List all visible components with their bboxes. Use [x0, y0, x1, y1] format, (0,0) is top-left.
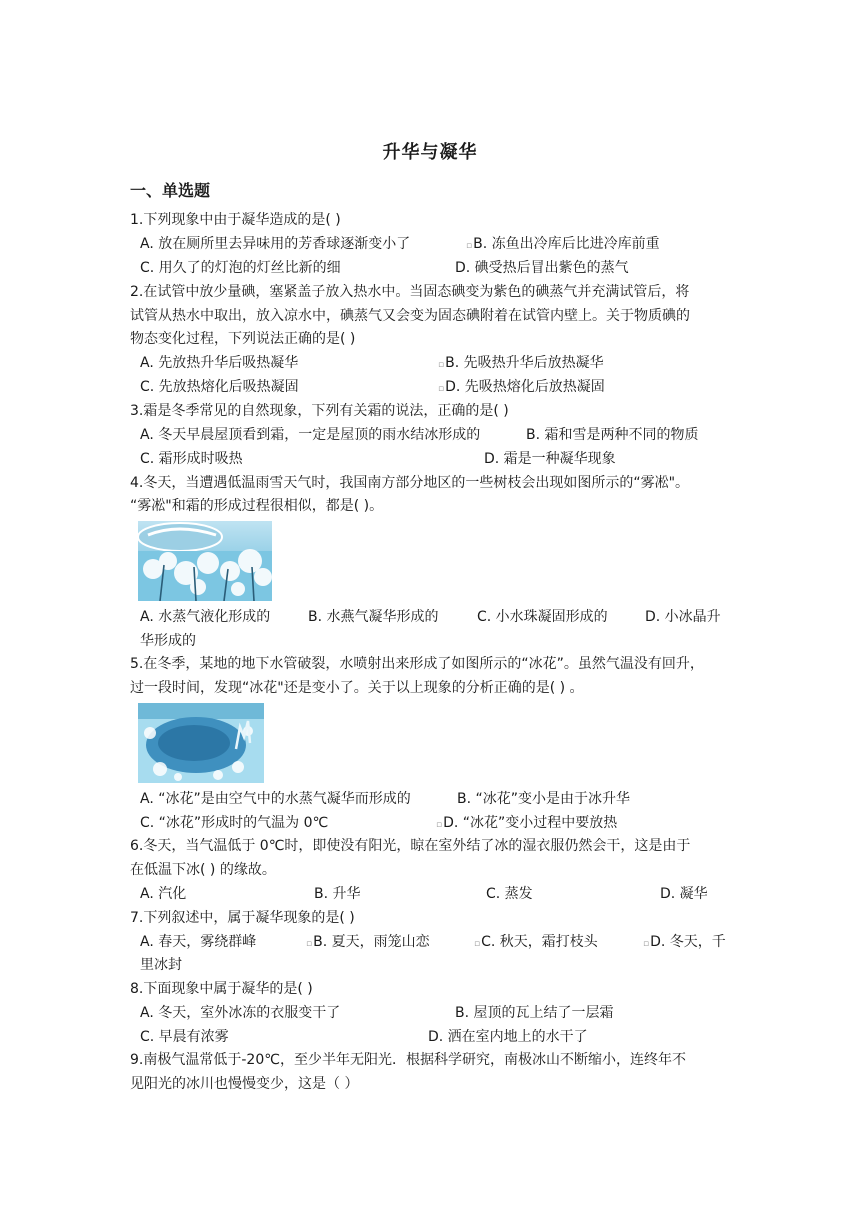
- tab-mark-icon: ▫: [466, 241, 473, 251]
- q6-option-d[interactable]: D. 凝华: [660, 886, 708, 902]
- q5-option-c[interactable]: C. “冰花”形成时的气温为 0℃: [140, 815, 329, 831]
- tab-mark-icon: ▫: [306, 939, 313, 949]
- q4-option-d-continued: 华形成的: [140, 633, 196, 649]
- rime-photo: [138, 521, 272, 601]
- q7-option-a[interactable]: A. 春天，雾绕群峰: [140, 934, 257, 950]
- section-title: 一、单选题: [130, 181, 211, 200]
- q2-option-b[interactable]: [438, 353, 604, 375]
- question-6-stem-line-2: 在低温下冰( ) 的缘故。: [130, 862, 276, 878]
- q7-option-b-text: B. 夏天，雨笼山恋: [313, 934, 430, 950]
- q5-option-d[interactable]: [436, 813, 617, 835]
- question-5-stem-line-2: 过一段时间，发现“冰花"还是变小了。关于以上现象的分析正确的是( ) 。: [130, 680, 584, 696]
- ice-flower-photo: [138, 703, 264, 783]
- q4-option-d[interactable]: D. 小冰晶升: [645, 609, 721, 625]
- q2-option-d[interactable]: [438, 377, 605, 399]
- q6-option-c[interactable]: C. 蒸发: [486, 886, 533, 902]
- q2-option-a[interactable]: A. 先放热升华后吸热凝华: [140, 355, 299, 371]
- q5-option-b[interactable]: B. “冰花”变小是由于冰升华: [457, 791, 631, 807]
- question-1-stem: 1.下列现象中由于凝华造成的是( ): [130, 212, 341, 228]
- question-9-stem-line-1: 9.南极气温常低于-20℃，至少半年无阳光．根据科学研究，南极冰山不断缩小，连终年不: [130, 1052, 686, 1068]
- q1-option-c[interactable]: C. 用久了的灯泡的灯丝比新的细: [140, 260, 341, 276]
- q5-option-a[interactable]: A. “冰花”是由空气中的水蒸气凝华而形成的: [140, 791, 411, 807]
- tab-mark-icon: ▫: [438, 360, 445, 370]
- question-9-stem-line-2: 见阳光的冰川也慢慢变少，这是（ ）: [130, 1076, 359, 1092]
- q8-option-a[interactable]: A. 冬天，室外冰冻的衣服变干了: [140, 1005, 341, 1021]
- question-4-stem-line-2: “雾凇"和霜的形成过程很相似，都是( )。: [130, 498, 384, 514]
- tab-mark-icon: ▫: [474, 939, 481, 949]
- q1-option-d[interactable]: D. 碘受热后冒出紫色的蒸气: [455, 260, 629, 276]
- q7-option-b[interactable]: [306, 932, 430, 954]
- q3-option-d[interactable]: D. 霜是一种凝华现象: [484, 451, 616, 467]
- question-8-stem: 8.下面现象中属于凝华的是( ): [130, 981, 313, 997]
- q8-option-b[interactable]: B. 屋顶的瓦上结了一层霜: [455, 1005, 614, 1021]
- question-3-stem: 3.霜是冬季常见的自然现象，下列有关霜的说法，正确的是( ): [130, 403, 509, 419]
- tab-mark-icon: ▫: [436, 820, 443, 830]
- question-4-stem-line-1: 4.冬天，当遭遇低温雨雪天气时，我国南方部分地区的一些树枝会出现如图所示的“雾凇"。: [130, 475, 690, 491]
- q1-option-b-text: B. 冻鱼出冷库后比进冷库前重: [473, 236, 660, 252]
- q3-option-c[interactable]: C. 霜形成时吸热: [140, 451, 243, 467]
- q7-option-c-text: C. 秋天，霜打枝头: [481, 934, 598, 950]
- question-2-stem-line-2: 试管从热水中取出，放入凉水中，碘蒸气又会变为固态碘附着在试管内壁上。关于物质碘的: [130, 308, 690, 324]
- q5-option-d-text: D. “冰花”变小过程中要放热: [443, 815, 618, 831]
- tab-mark-icon: ▫: [438, 384, 445, 394]
- q2-option-b-text: B. 先吸热升华后放热凝华: [445, 355, 604, 371]
- q7-option-d[interactable]: [643, 932, 726, 954]
- q1-option-a[interactable]: A. 放在厕所里去异味用的芳香球逐渐变小了: [140, 236, 411, 252]
- q8-option-c[interactable]: C. 早晨有浓雾: [140, 1029, 229, 1045]
- q7-option-d-continued: 里冰封: [140, 957, 182, 973]
- tab-mark-icon: ▫: [643, 939, 650, 949]
- q4-option-b[interactable]: B. 水燕气凝华形成的: [308, 609, 439, 625]
- q4-option-c[interactable]: C. 小水珠凝固形成的: [477, 609, 608, 625]
- q1-option-b[interactable]: [466, 234, 660, 256]
- q7-option-c[interactable]: [474, 932, 598, 954]
- question-2-stem-line-3: 物态变化过程，下列说法正确的是( ): [130, 331, 356, 347]
- question-6-stem-line-1: 6.冬天，当气温低于 0℃时，即使没有阳光，晾在室外结了冰的湿衣服仍然会干，这是由于: [130, 838, 691, 854]
- q3-option-b[interactable]: B. 霜和雪是两种不同的物质: [526, 427, 699, 443]
- q2-option-d-text: D. 先吸热熔化后放热凝固: [445, 379, 605, 395]
- page-title: 升华与凝华: [382, 142, 478, 163]
- q6-option-b[interactable]: B. 升华: [314, 886, 361, 902]
- q7-option-d-text: D. 冬天，千: [650, 934, 726, 950]
- q4-option-a[interactable]: A. 水蒸气液化形成的: [140, 609, 271, 625]
- question-7-stem: 7.下列叙述中，属于凝华现象的是( ): [130, 910, 355, 926]
- question-2-stem-line-1: 2.在试管中放少量碘，塞紧盖子放入热水中。当固态碘变为紫色的碘蒸气并充满试管后，将: [130, 284, 690, 300]
- q3-option-a[interactable]: A. 冬天早晨屋顶看到霜，一定是屋顶的雨水结冰形成的: [140, 427, 481, 443]
- q6-option-a[interactable]: A. 汽化: [140, 886, 187, 902]
- q8-option-d[interactable]: D. 洒在室内地上的水干了: [428, 1029, 588, 1045]
- q2-option-c[interactable]: C. 先放热熔化后吸热凝固: [140, 379, 299, 395]
- question-5-stem-line-1: 5.在冬季，某地的地下水管破裂，水喷射出来形成了如图所示的“冰花”。虽然气温没有回升，: [130, 656, 704, 672]
